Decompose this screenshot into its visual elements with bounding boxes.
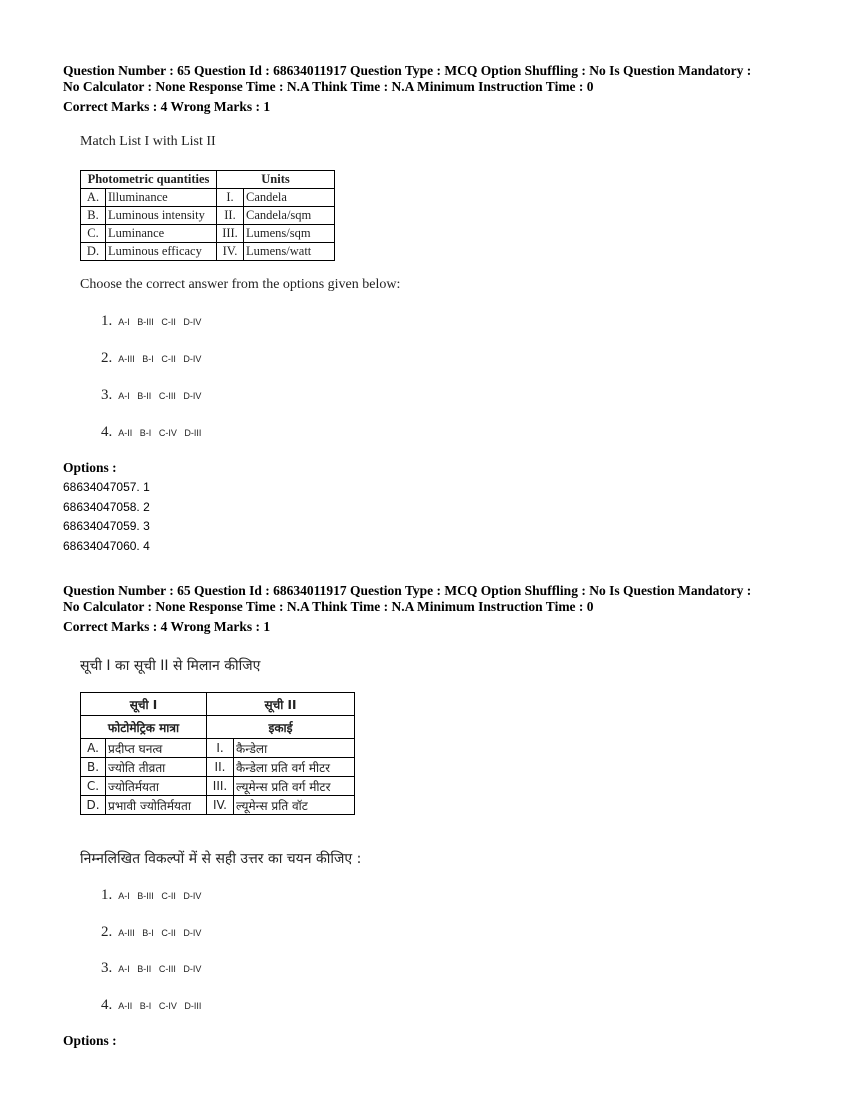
row-num: III. bbox=[217, 225, 244, 243]
answer-choice bbox=[101, 997, 206, 1014]
pair: C-II bbox=[161, 317, 176, 327]
pair: B-I bbox=[139, 428, 152, 438]
pair: B-I bbox=[142, 928, 154, 938]
table-row bbox=[81, 189, 335, 207]
question-meta-line-1: Question Number : 65 Question Id : 68634011917 Question Type : MCQ Option Shuffling : No Is Question Mandatory : bbox=[63, 583, 752, 598]
row-item: प्रदीप्त घनत्व bbox=[106, 739, 207, 758]
table-row bbox=[81, 796, 355, 815]
pair: A-I bbox=[118, 964, 130, 974]
answer-number: 1. bbox=[101, 313, 113, 329]
pair: B-I bbox=[142, 354, 154, 364]
row-item: ज्योति तीव्रता bbox=[106, 758, 207, 777]
pair: C-III bbox=[158, 391, 176, 401]
row-unit: ल्यूमेन्स प्रति वॉट bbox=[234, 796, 355, 815]
row-item: Luminous efficacy bbox=[106, 243, 217, 261]
answer-choice bbox=[101, 313, 206, 330]
options-label: Options : bbox=[63, 460, 117, 475]
option-id-list bbox=[63, 478, 150, 556]
options-label: Options : bbox=[63, 1033, 117, 1048]
pair: D-IV bbox=[183, 317, 202, 327]
table-row bbox=[81, 758, 355, 777]
option-id: 68634047059. 3 bbox=[63, 519, 150, 533]
table-row bbox=[81, 243, 335, 261]
pair: C-II bbox=[161, 891, 176, 901]
pair: B-I bbox=[139, 1001, 152, 1011]
answer-number: 3. bbox=[101, 387, 113, 403]
row-num: I. bbox=[217, 189, 244, 207]
pair: A-III bbox=[118, 928, 135, 938]
pair: C-II bbox=[161, 354, 176, 364]
option-id: 68634047060. 4 bbox=[63, 538, 150, 553]
pair: A-I bbox=[118, 891, 130, 901]
answer-number: 2. bbox=[101, 924, 113, 940]
pair: D-IV bbox=[183, 891, 202, 901]
answer-choice bbox=[101, 960, 206, 977]
pair: C-IV bbox=[158, 1001, 177, 1011]
row-item: प्रभावी ज्योतिर्मयता bbox=[106, 796, 207, 815]
question-marks: Correct Marks : 4 Wrong Marks : 1 bbox=[63, 99, 271, 114]
answer-number: 4. bbox=[101, 424, 113, 440]
answer-choice bbox=[101, 387, 206, 404]
table-row bbox=[81, 777, 355, 796]
pair: D-III bbox=[184, 1001, 202, 1011]
pair: A-II bbox=[118, 1001, 133, 1011]
pair: D-IV bbox=[183, 964, 202, 974]
row-unit: कैन्डेला प्रति वर्ग मीटर bbox=[234, 758, 355, 777]
row-unit: Candela bbox=[244, 189, 335, 207]
pair: C-III bbox=[158, 964, 176, 974]
pair: D-IV bbox=[183, 928, 202, 938]
pair: B-II bbox=[137, 391, 152, 401]
match-table-hindi bbox=[80, 692, 355, 815]
row-unit: Candela/sqm bbox=[244, 207, 335, 225]
row-key: B. bbox=[81, 207, 106, 225]
row-item: ज्योतिर्मयता bbox=[106, 777, 207, 796]
row-num: II. bbox=[217, 207, 244, 225]
row-num: III. bbox=[207, 777, 234, 796]
row-key: C. bbox=[81, 777, 106, 796]
table-header-units: इकाई bbox=[207, 716, 355, 739]
row-key: A. bbox=[81, 189, 106, 207]
row-item: Illuminance bbox=[106, 189, 217, 207]
answer-choice bbox=[101, 424, 206, 441]
row-num: IV. bbox=[207, 796, 234, 815]
option-id: 68634047058. 2 bbox=[63, 499, 150, 514]
row-key: A. bbox=[81, 739, 106, 758]
answer-choice bbox=[101, 350, 206, 367]
pair: B-II bbox=[137, 964, 152, 974]
row-key: B. bbox=[81, 758, 106, 777]
question-intro-hindi: सूची I का सूची II से मिलान कीजिए bbox=[80, 658, 261, 674]
choose-instruction-hindi: निम्नलिखित विकल्पों में से सही उत्तर का चयन कीजिए : bbox=[80, 851, 362, 867]
pair: A-I bbox=[118, 391, 130, 401]
pair: C-IV bbox=[158, 428, 177, 438]
row-unit: Lumens/watt bbox=[244, 243, 335, 261]
table-header-list1: सूची I bbox=[81, 693, 207, 716]
pair: B-III bbox=[137, 891, 154, 901]
question-meta-line-2: No Calculator : None Response Time : N.A Think Time : N.A Minimum Instruction Time : 0 bbox=[63, 79, 594, 94]
row-key: D. bbox=[81, 243, 106, 261]
answer-number: 4. bbox=[101, 997, 113, 1013]
row-unit: कैन्डेला bbox=[234, 739, 355, 758]
row-unit: Lumens/sqm bbox=[244, 225, 335, 243]
row-item: Luminous intensity bbox=[106, 207, 217, 225]
answer-number: 2. bbox=[101, 350, 113, 366]
question-meta-line-2: No Calculator : None Response Time : N.A Think Time : N.A Minimum Instruction Time : 0 bbox=[63, 599, 594, 614]
pair: A-I bbox=[118, 317, 130, 327]
row-key: C. bbox=[81, 225, 106, 243]
row-unit: ल्यूमेन्स प्रति वर्ग मीटर bbox=[234, 777, 355, 796]
table-header-quantities: Photometric quantities bbox=[81, 171, 217, 189]
row-key: D. bbox=[81, 796, 106, 815]
answer-number: 1. bbox=[101, 887, 113, 903]
answer-choice bbox=[101, 924, 206, 941]
question-marks: Correct Marks : 4 Wrong Marks : 1 bbox=[63, 619, 271, 634]
pair: A-III bbox=[118, 354, 135, 364]
pair: B-III bbox=[137, 317, 154, 327]
table-header-quantities: फोटोमेट्रिक मात्रा bbox=[81, 716, 207, 739]
question-meta-line-1: Question Number : 65 Question Id : 68634011917 Question Type : MCQ Option Shuffling : No Is Question Mandatory : bbox=[63, 63, 752, 78]
row-num: IV. bbox=[217, 243, 244, 261]
table-row bbox=[81, 207, 335, 225]
table-header-units: Units bbox=[217, 171, 335, 189]
row-num: II. bbox=[207, 758, 234, 777]
table-header-list2: सूची II bbox=[207, 693, 355, 716]
table-row bbox=[81, 225, 335, 243]
match-table-english bbox=[80, 170, 335, 261]
question-intro: Match List I with List II bbox=[80, 134, 216, 149]
choose-instruction: Choose the correct answer from the options given below: bbox=[80, 277, 401, 292]
answer-number: 3. bbox=[101, 960, 113, 976]
pair: A-II bbox=[118, 428, 133, 438]
pair: D-III bbox=[184, 428, 202, 438]
answer-choice bbox=[101, 887, 206, 904]
pair: D-IV bbox=[183, 391, 202, 401]
row-num: I. bbox=[207, 739, 234, 758]
pair: D-IV bbox=[183, 354, 202, 364]
row-item: Luminance bbox=[106, 225, 217, 243]
option-id: 68634047057. 1 bbox=[63, 480, 150, 494]
table-row bbox=[81, 739, 355, 758]
pair: C-II bbox=[161, 928, 176, 938]
